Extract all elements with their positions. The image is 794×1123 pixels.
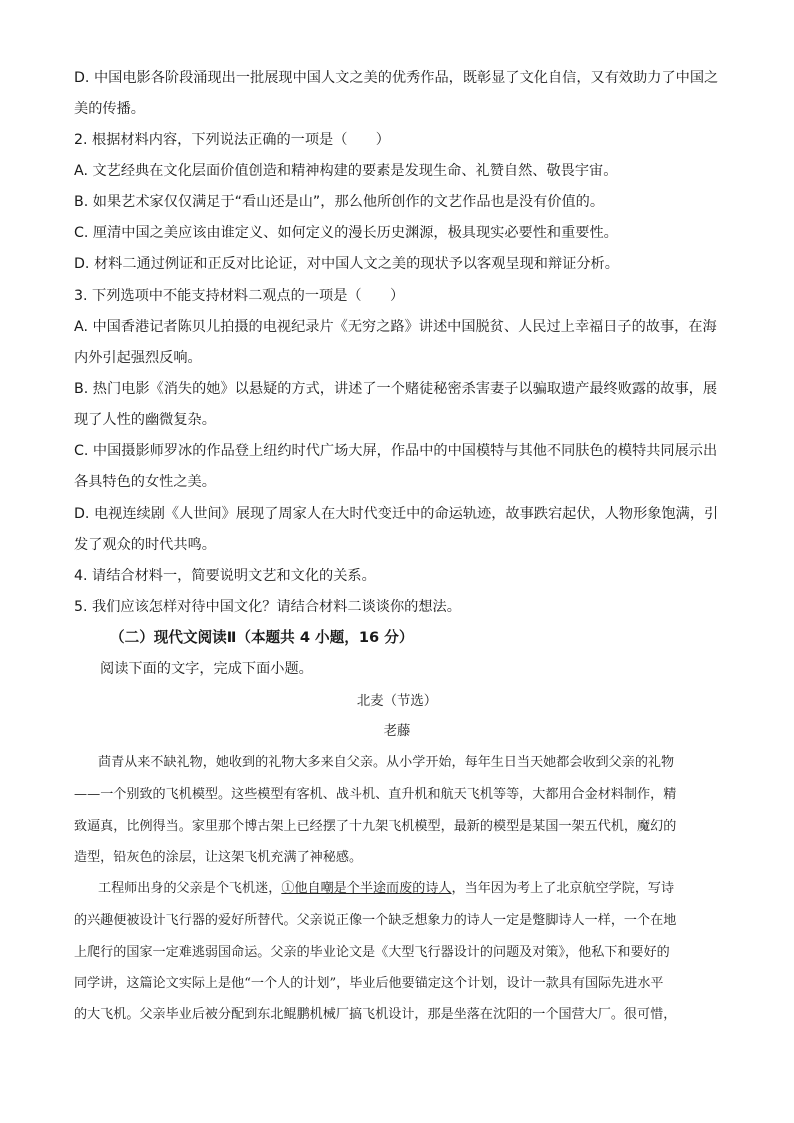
passage-p2-line2: 的兴趣便被设计飞行器的爱好所替代。父亲说正像一个缺乏想象力的诗人一定是蹩脚诗人一样，一个在地 [74,913,677,928]
q2-option-b: B. 如果艺术家仅仅满足于“看山还是山”，那么他所创作的文艺作品也是没有价值的。 [74,194,605,210]
q3-option-b-line1: B. 热门电影《消失的她》以悬疑的方式，讲述了一个赌徒秘密杀害妻子以骗取遗产最终败露的故事，展 [74,381,718,397]
q3-option-a-line2: 内外引起强烈反响。 [74,350,202,366]
section-heading: （二）现代文阅读Ⅱ（本题共 4 小题，16 分） [110,629,414,646]
passage-p1-line1: 茴青从来不缺礼物，她收到的礼物大多来自父亲。从小学开始，每年生日当天她都会收到父亲的礼物 [98,755,675,770]
passage-p1-line4: 造型，铅灰色的涂层，让这架飞机充满了神秘感。 [74,850,363,865]
q3-option-a-line1: A. 中国香港记者陈贝儿拍摄的电视纪录片《无穷之路》讲述中国脱贫、人民过上幸福日子的故事，在海 [74,319,717,335]
story-title: 北麦（节选） [356,694,438,709]
passage-p1-line3: 致逼真，比例得当。家里那个博古架上已经摆了十九架飞机模型，最新的模型是某国一架五代机，魔幻的 [74,819,677,834]
q3-stem: 3. 下列选项中不能支持材料二观点的一项是（ ） [74,288,405,304]
q2-option-c: C. 厘清中国之美应该由谁定义、如何定义的漫长历史渊源，极具现实必要性和重要性。 [74,225,618,241]
passage-p2-line5: 的大飞机。父亲毕业后被分配到东北鲲鹏机械厂搞飞机设计，那是坐落在沈阳的一个国营大厂。很可惜， [74,1007,677,1022]
passage-p2-line4: 同学讲，这篇论文实际上是他“一个人的计划”，毕业后他要锚定这个计划，设计一款具有国际先进水平 [74,976,664,991]
q3-option-c-line2: 各具特色的女性之美。 [74,474,216,490]
q3-option-c-line1: C. 中国摄影师罗冰的作品登上纽约时代广场大屏，作品中的中国模特与其他不同肤色的模特共同展示出 [74,443,718,459]
passage-text-segment: 工程师出身的父亲是个飞机迷， [98,881,282,896]
q4-question: 4. 请结合材料一，简要说明文艺和文化的关系。 [74,568,376,584]
q3-option-b-line2: 现了人性的幽微复杂。 [74,412,216,428]
q1-option-d-line2: 美的传播。 [74,101,145,117]
q2-option-d: D. 材料二通过例证和正反对比论证，对中国人文之美的现状予以客观呈现和辩证分析。 [74,256,619,272]
passage-p2-line1 [98,879,720,899]
passage-text-segment: ，当年因为考上了北京航空学院，写诗 [451,881,675,896]
passage-p1-line2: ——一个别致的飞机模型。这些模型有客机、战斗机、直升机和航天飞机等等，大都用合金材料制作，精 [74,787,677,802]
q1-option-d-line1: D. 中国电影各阶段涌现出一批展现中国人文之美的优秀作品，既彰显了文化自信，又有效助力了中国之 [74,70,719,86]
q2-option-a: A. 文艺经典在文化层面价值创造和精神构建的要素是发现生命、礼赞自然、敬畏宇宙。 [74,163,618,179]
q2-stem: 2. 根据材料内容，下列说法正确的一项是（ ） [74,132,390,148]
q3-option-d-line2: 发了观众的时代共鸣。 [74,537,216,553]
q5-question: 5. 我们应该怎样对待中国文化？请结合材料二谈谈你的想法。 [74,599,461,615]
passage-p2-line3: 上爬行的国家一定难逃弱国命运。父亲的毕业论文是《大型飞行器设计的问题及对策》，他私下和要好的 [74,945,670,960]
story-author: 老藤 [383,724,411,739]
underlined-sentence-1: ①他自嘲是个半途而废的诗人 [281,881,452,896]
reading-instruction: 阅读下面的文字，完成下面小题。 [100,661,313,677]
q3-option-d-line1: D. 电视连续剧《人世间》展现了周家人在大时代变迁中的命运轨迹，故事跌宕起伏，人物形象饱满，引 [74,506,719,522]
